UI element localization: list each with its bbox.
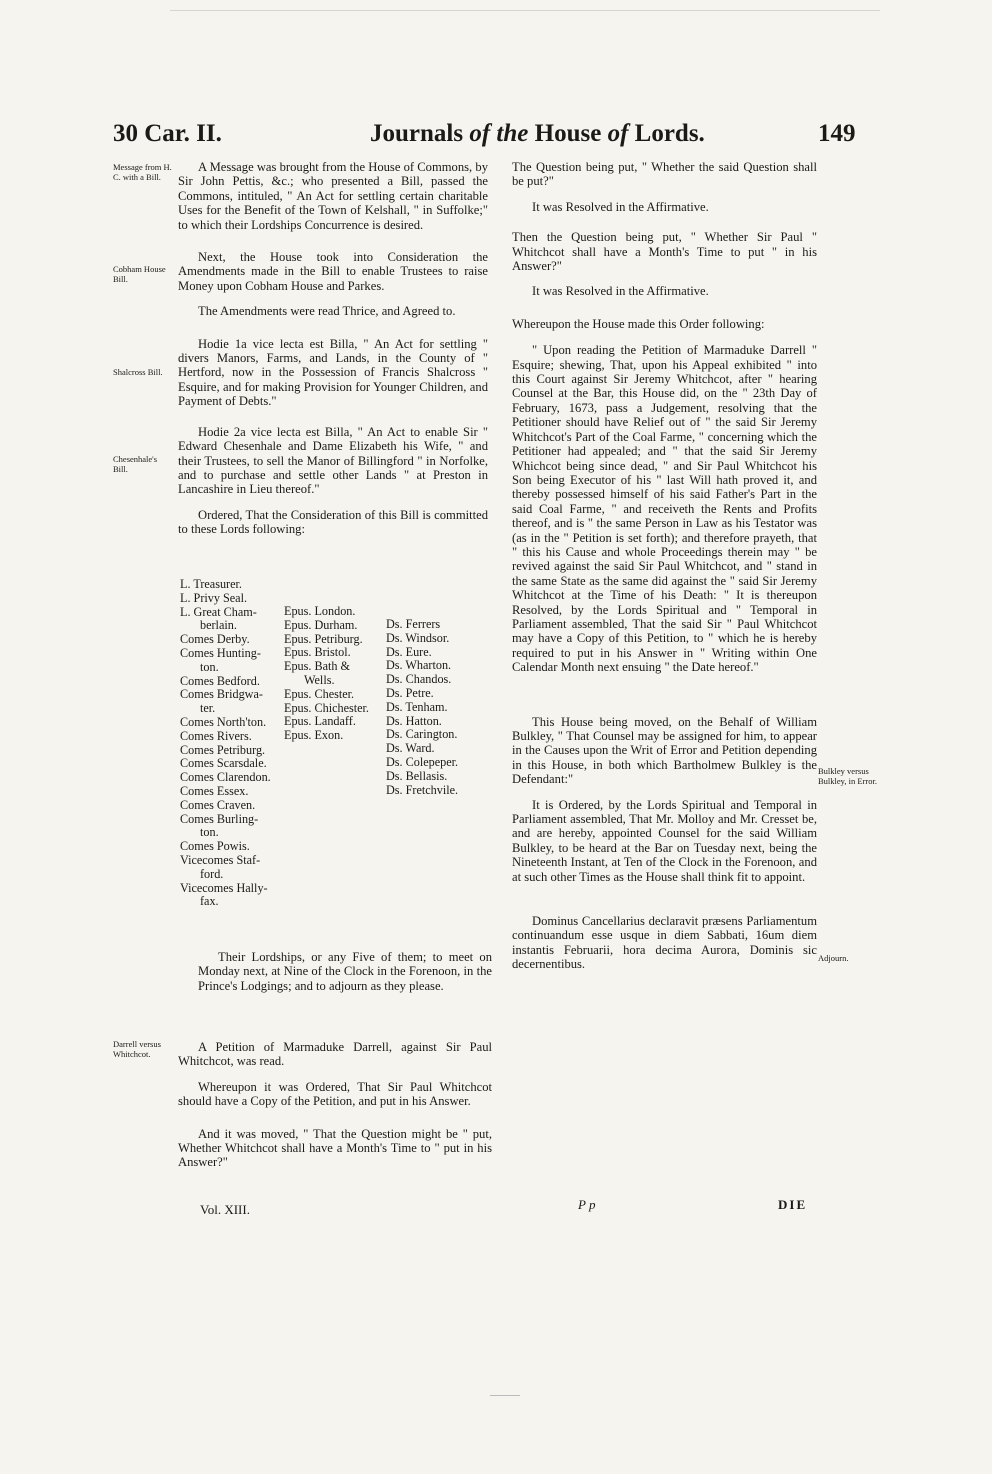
lord-entry: ton. [200, 659, 219, 674]
margin-note-cobham: Cobham House Bill. [113, 264, 166, 284]
lord-entry: Epus. Durham. [284, 617, 358, 632]
left-para-amendments: The Amendments were read Thrice, and Agreed to. [198, 304, 456, 319]
volume-number: Vol. XIII. [200, 1202, 250, 1217]
top-rule [170, 10, 880, 11]
lord-entry: Ds. Hatton. [386, 713, 442, 728]
lord-entry: Ds. Fretchvile. [386, 782, 459, 797]
lord-entry: Ds. Windsor. [386, 630, 450, 645]
lords-list-temporal [180, 578, 278, 909]
lord-entry: Comes Clarendon. [180, 770, 271, 785]
lords-list-barons [386, 618, 486, 797]
lord-entry: Vicecomes Staf- [180, 852, 261, 867]
lord-entry: Comes Bedford. [180, 673, 260, 688]
regnal-year: 30 Car. II. [113, 120, 222, 147]
lord-entry: L. Privy Seal. [180, 590, 248, 605]
lord-entry: Epus. Bath & [284, 659, 351, 674]
left-para-cobham: Next, the House took into Consideration the Amendments made in the Bill to enable Trustees to raise Money upon Cobham House and Parkes. [178, 250, 488, 293]
title-of: of [469, 120, 491, 147]
lord-entry: Epus. London. [284, 604, 356, 618]
right-para-bulkley-motion: This House being moved, on the Behalf of William Bulkley, " That Counsel may be assigned for him, to appear in the Causes upon the Writ of Error and Petition depending in this House, in both which Bartholmew Bulkley is the Defendant:" [512, 714, 817, 787]
lord-entry: Comes Derby. [180, 632, 250, 647]
left-para-moved: And it was moved, " That the Question might be " put, Whether Whitchcot shall have a Month's Time to " put in his Answer?" [178, 1126, 492, 1170]
lord-entry: Comes Essex. [180, 783, 249, 798]
bottom-mark [490, 1395, 520, 1396]
title-the: the [496, 120, 529, 147]
lord-entry: Wells. [304, 672, 335, 687]
lord-entry: Ds. Tenham. [386, 699, 448, 714]
lord-entry: Ds. Eure. [386, 644, 432, 659]
left-column-lower [178, 1040, 492, 1181]
lord-entry: Epus. Chester. [284, 686, 355, 701]
lord-entry: Ds. Carington. [386, 727, 458, 742]
left-column-upper [178, 160, 488, 548]
signature-mark: P p [578, 1197, 596, 1212]
lord-entry: Comes Scarsdale. [180, 756, 267, 771]
lord-entry: Comes Craven. [180, 797, 256, 812]
lord-entry: L. Great Cham- [180, 604, 257, 619]
page-title [370, 120, 705, 148]
lord-entry: Ds. Ward. [386, 741, 435, 756]
lord-entry: Comes North'ton. [180, 714, 267, 729]
lord-entry: Comes Bridgwa- [180, 687, 263, 702]
right-para-question: The Question being put, " Whether the said Question shall be put?" [512, 160, 817, 189]
right-para-order-intro: Whereupon the House made this Order following: [512, 316, 765, 331]
catchword: DIE [778, 1197, 808, 1212]
left-para-chesenhale: Hodie 2a vice lecta est Billa, " An Act to enable Sir " Edward Chesenhale and Dame Elizabeth his Wife, " and their Trustees, to sell the Manor of Billingford " in Norfolke, and to purchase and settle other Lands " at Preston in Lancashire in Lieu thereof." [178, 424, 488, 497]
left-para-message: A Message was brought from the House of Commons, by Sir John Pettis, &c.; who presented a Bill, passed the Commons, intituled, " An Act for settling certain charitable Uses for the Benefit of the Town of Kelshall, " in Suffolke;" to which their Lordships Concurrence is desired. [178, 160, 488, 232]
right-para-order-text: " Upon reading the Petition of Marmaduke Darrell " Esquire; shewing, That, upon his Appeal exhibited " into this Court against Sir Jeremy Whitchcot, after " hearing Counsel at the Bar, this House did, on the " 23th Day of February, 1673, pass a Judgement, resolving that the Petitioner should have Relief out of " the said Sir Jeremy Whitchcot's Part of the Coal Farme, " concerning which the Petitioner had appealed; and " that the said Sir Jeremy Whichcot being since dead, " and Sir Paul Whitchcot his Son being Executor of his " last Will hath proved it, and thereby possessed himself of his said Father's Part in the said Coal Farme, " and receiveth the Rents and Profits thereof, and is " the same Person in Law as his Testator was (as in the " Petition is set forth); and therefore prayeth, that " this his Cause and whole Proceedings therein may " be revived against the said Sir Paul Whitchcot, and " stand in the same State as the same did against the " said Sir Jeremy Whitchcot at the Time of his Death: " It is thereupon Resolved, by the Lords Spiritual and " Temporal in Parliament assembled, That the said Sir " Paul Whitchcot may have a Copy of this Petition, to " which he is hereby required to put in his Answer in " Writing within One Calendar Month next ensuing " the Date hereof." [512, 343, 817, 675]
lord-entry: Epus. Chichester. [284, 700, 369, 715]
lord-entry: Comes Burling- [180, 811, 259, 826]
right-para-month: Then the Question being put, " Whether Sir Paul " Whitchcot shall have a Month's Time to put " in his Answer?" [512, 230, 817, 274]
lord-entry: Epus. Petriburg. [284, 631, 363, 646]
lord-entry: Ds. Chandos. [386, 672, 452, 687]
lord-entry: Comes Rivers. [180, 728, 252, 743]
title-journals: Journals [370, 120, 464, 147]
lord-entry: L. Treasurer. [180, 577, 242, 591]
lord-entry: Ds. Bellasis. [386, 768, 448, 783]
lord-entry: ford. [200, 866, 224, 881]
lord-entry: Epus. Bristol. [284, 645, 351, 660]
lord-entry: Epus. Landaff. [284, 714, 356, 729]
lord-entry: Ds. Petre. [386, 685, 434, 700]
right-para-adjourn: Dominus Cancellarius declaravit præsens Parliamentum continuandum esse usque in diem Sabbati, 16um diem instantis Februarii, hora decima Aurora, Dominis sic decernentibus. [512, 914, 817, 972]
right-column [512, 160, 817, 983]
margin-note-bulkley: Bulkley versus Bulkley, in Error. [818, 766, 877, 786]
margin-note-darrell: Darrell versus Whitchcot. [113, 1039, 161, 1059]
lord-entry: Comes Petriburg. [180, 742, 266, 757]
title-lords: Lords. [634, 120, 705, 147]
lord-entry: Ds. Colepeper. [386, 754, 459, 769]
lord-entry: Ds. Wharton. [386, 658, 452, 673]
title-house: House [534, 120, 602, 147]
lord-entry: ton. [200, 825, 219, 840]
left-para-shalcross: Hodie 1a vice lecta est Billa, " An Act for settling " divers Manors, Farms, and Lands, in the County of " Hertford, now in the Possession of Francis Shalcross " Esquire, and for making Provision for Younger Children, and Payment of Debts." [178, 336, 488, 409]
left-para-meeting: Their Lordships, or any Five of them; to meet on Monday next, at Nine of the Clock in the Forenoon, in the Prince's Lodgings; and to adjourn as they please. [198, 950, 492, 993]
lord-entry: Comes Powis. [180, 839, 250, 854]
title-of-2: of [607, 120, 629, 147]
lord-entry: berlain. [200, 618, 237, 633]
lord-entry: fax. [200, 894, 219, 909]
margin-note-chesenhale: Chesenhale's Bill. [113, 454, 158, 474]
left-para-darrell-petition: A Petition of Marmaduke Darrell, against Sir Paul Whitchcot, was read. [178, 1040, 492, 1069]
lord-entry: Comes Hunting- [180, 645, 261, 660]
left-para-whereupon: Whereupon it was Ordered, That Sir Paul Whitchcot should have a Copy of the Petition, and put in his Answer. [178, 1079, 492, 1109]
lord-entry: Ds. Ferrers [386, 617, 441, 631]
page-number: 149 [818, 120, 856, 147]
right-para-resolved-1: It was Resolved in the Affirmative. [532, 199, 709, 214]
lord-entry: ter. [200, 701, 216, 716]
left-para-ordered: Ordered, That the Consideration of this Bill is committed to these Lords following: [178, 507, 488, 537]
lord-entry: Epus. Exon. [284, 728, 344, 743]
margin-note-adjourn: Adjourn. [818, 953, 849, 963]
margin-note-shalcross: Shalcross Bill. [113, 367, 163, 377]
right-para-resolved-2: It was Resolved in the Affirmative. [532, 284, 709, 299]
lord-entry: Vicecomes Hally- [180, 880, 268, 895]
left-column-meeting [198, 950, 492, 1004]
lords-list-bishops [284, 605, 384, 743]
margin-note-message: Message from H. C. with a Bill. [113, 162, 172, 182]
right-para-bulkley-order: It is Ordered, by the Lords Spiritual and Temporal in Parliament assembled, That Mr. Molloy and Mr. Cresset be, and are hereby, appointed Counsel for the said William Bulkley, to be heard at the Bar on Tuesday next, being the Nineteenth Instant, at Ten of the Clock in the Forenoon, and at such other Times as the House shall think fit to appoint. [512, 797, 817, 884]
